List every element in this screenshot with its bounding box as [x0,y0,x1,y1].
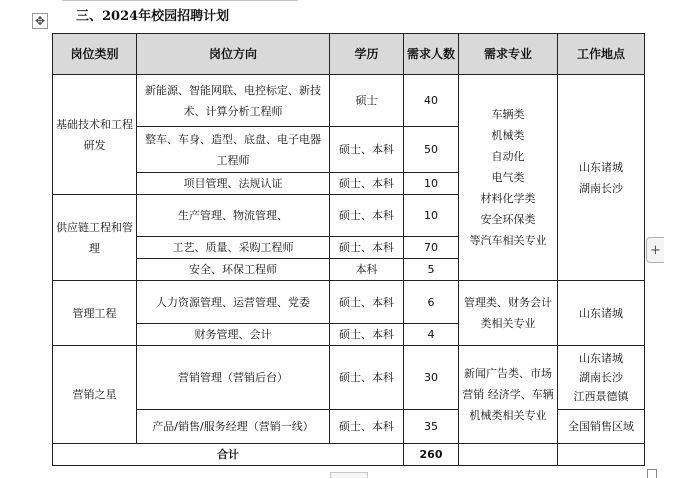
direction-cell: 新能源、智能网联、电控标定、新技术、计算分析工程师 [137,75,330,127]
degree-cell: 硕士、本科 [330,324,404,346]
count-cell: 40 [404,75,459,127]
direction-cell: 安全、环保工程师 [137,259,330,281]
table-move-handle[interactable] [32,13,48,29]
count-cell: 6 [404,281,459,324]
direction-cell: 工艺、质量、采购工程师 [137,237,330,259]
direction-cell: 人力资源管理、运营管理、党委 [137,281,330,324]
plus-icon: + [650,242,661,258]
total-empty-location [558,444,645,466]
page-top-rule [62,0,298,1]
direction-cell: 生产管理、物流管理、 [137,195,330,237]
section-heading: 三、2024年校园招聘计划 [76,9,230,24]
count-cell: 50 [404,127,459,173]
header-category: 岗位类别 [53,34,137,75]
count-cell: 10 [404,195,459,237]
degree-cell: 本科 [330,259,404,281]
degree-cell: 硕士、本科 [330,237,404,259]
total-count: 260 [404,444,459,466]
header-demand: 需求人数 [404,34,459,75]
direction-cell: 整车、车身、造型、底盘、电子电器工程师 [137,127,330,173]
header-row [53,34,645,75]
count-cell: 10 [404,173,459,195]
move-arrows-icon: ✥ [34,14,46,28]
header-major: 需求专业 [459,34,558,75]
category-cell: 营销之星 [53,346,137,444]
recruitment-table [52,33,645,466]
header-location: 工作地点 [558,34,645,75]
direction-cell: 项目管理、法规认证 [137,173,330,195]
category-cell: 基础技术和工程研发 [53,75,137,195]
count-cell: 5 [404,259,459,281]
count-cell: 30 [404,346,459,410]
degree-cell: 硕士 [330,75,404,127]
direction-cell: 产品/销售/服务经理（营销一线） [137,410,330,444]
major-cell: 管理类、财务会计类相关专业 [459,281,558,346]
degree-cell: 硕士、本科 [330,281,404,324]
total-label: 合计 [53,444,404,466]
table-row [53,281,645,324]
location-cell: 全国销售区域 [558,410,645,444]
table-row [53,346,645,410]
direction-cell: 财务管理、会计 [137,324,330,346]
total-row [53,444,645,466]
degree-cell: 硕士、本科 [330,127,404,173]
count-cell: 35 [404,410,459,444]
degree-cell: 硕士、本科 [330,346,404,410]
location-cell: 山东诸城 湖南长沙 江西景德镇 [558,346,645,410]
insert-column-button[interactable] [646,237,664,263]
degree-cell: 硕士、本科 [330,410,404,444]
count-cell: 4 [404,324,459,346]
category-cell: 管理工程 [53,281,137,346]
major-cell: 车辆类 机械类 自动化 电气类 材料化学类 安全环保类 等汽车相关专业 [459,75,558,281]
header-degree: 学历 [330,34,404,75]
category-cell: 供应链工程和管理 [53,195,137,281]
table-resize-handle[interactable] [647,469,657,478]
direction-cell: 营销管理（营销后台） [137,346,330,410]
count-cell: 70 [404,237,459,259]
table-row [53,75,645,127]
location-cell: 山东诸城 湖南长沙 [558,75,645,281]
degree-cell: 硕士、本科 [330,195,404,237]
total-empty-major [459,444,558,466]
degree-cell: 硕士、本科 [330,173,404,195]
bottom-page-tab[interactable] [330,472,368,478]
location-cell: 山东诸城 [558,281,645,346]
major-cell: 新闻广告类、市场营销 经济学、车辆机械类相关专业 [459,346,558,444]
header-direction: 岗位方向 [137,34,330,75]
